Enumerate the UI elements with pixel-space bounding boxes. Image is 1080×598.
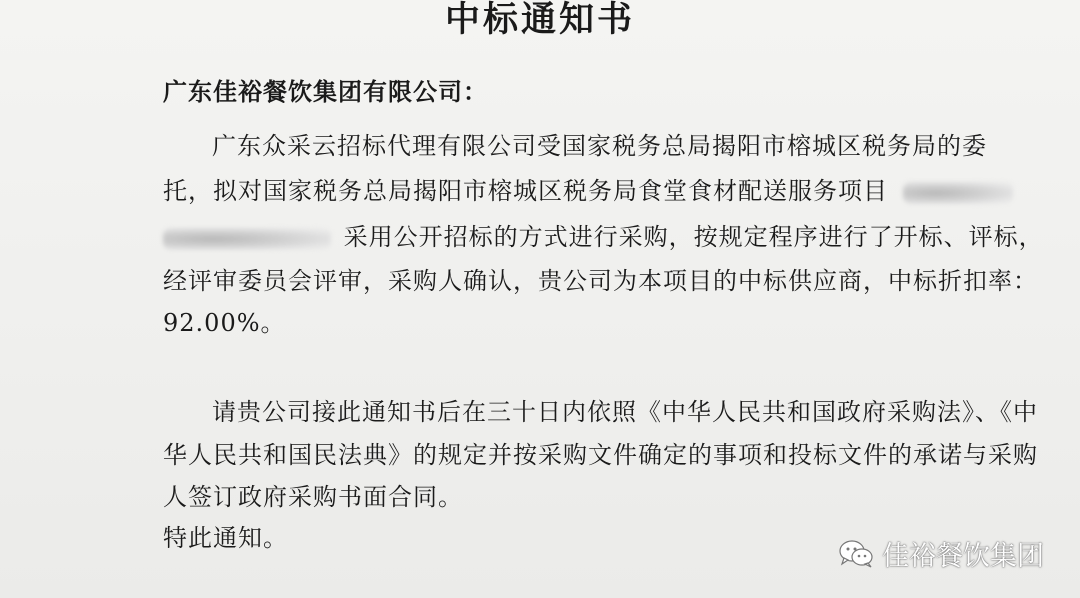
salutation: 广东佳裕餐饮集团有限公司：: [163, 77, 488, 106]
redacted-project-code-part1: [903, 182, 1013, 204]
document-title: 中标通知书: [444, 0, 635, 40]
redacted-project-code-part2: [163, 228, 331, 250]
para1-line1: 广东众采云招标代理有限公司受国家税务总局揭阳市榕城区税务局的委: [212, 132, 987, 160]
para1-line3-row: [163, 222, 1044, 252]
para1-line3: 采用公开招标的方式进行采购，按规定程序进行了开标、评标，: [343, 223, 1044, 251]
para2-line2: 华人民共和国民法典》的规定并按采购文件确定的事项和投标文件的承诺与采购: [163, 441, 1038, 469]
para2-line1: 请贵公司接此通知书后在三十日内依照《中华人民共和国政府采购法》、《中: [212, 398, 1038, 426]
para1-line4: 经评审委员会评审，采购人确认，贵公司为本项目的中标供应商，中标折扣率：: [163, 267, 1038, 295]
wechat-icon: [838, 539, 874, 569]
closing-text: 特此通知。: [163, 524, 288, 552]
para2-line3: 人签订政府采购书面合同。: [163, 483, 463, 511]
para1-line2-row: [163, 176, 1013, 206]
para1-line2: 托，拟对国家税务总局揭阳市榕城区税务局食堂食材配送服务项目: [163, 177, 888, 205]
watermark: [838, 534, 1044, 573]
para1-line5: 92.00%。: [163, 309, 286, 337]
watermark-text: 佳裕餐饮集团: [882, 541, 1044, 572]
